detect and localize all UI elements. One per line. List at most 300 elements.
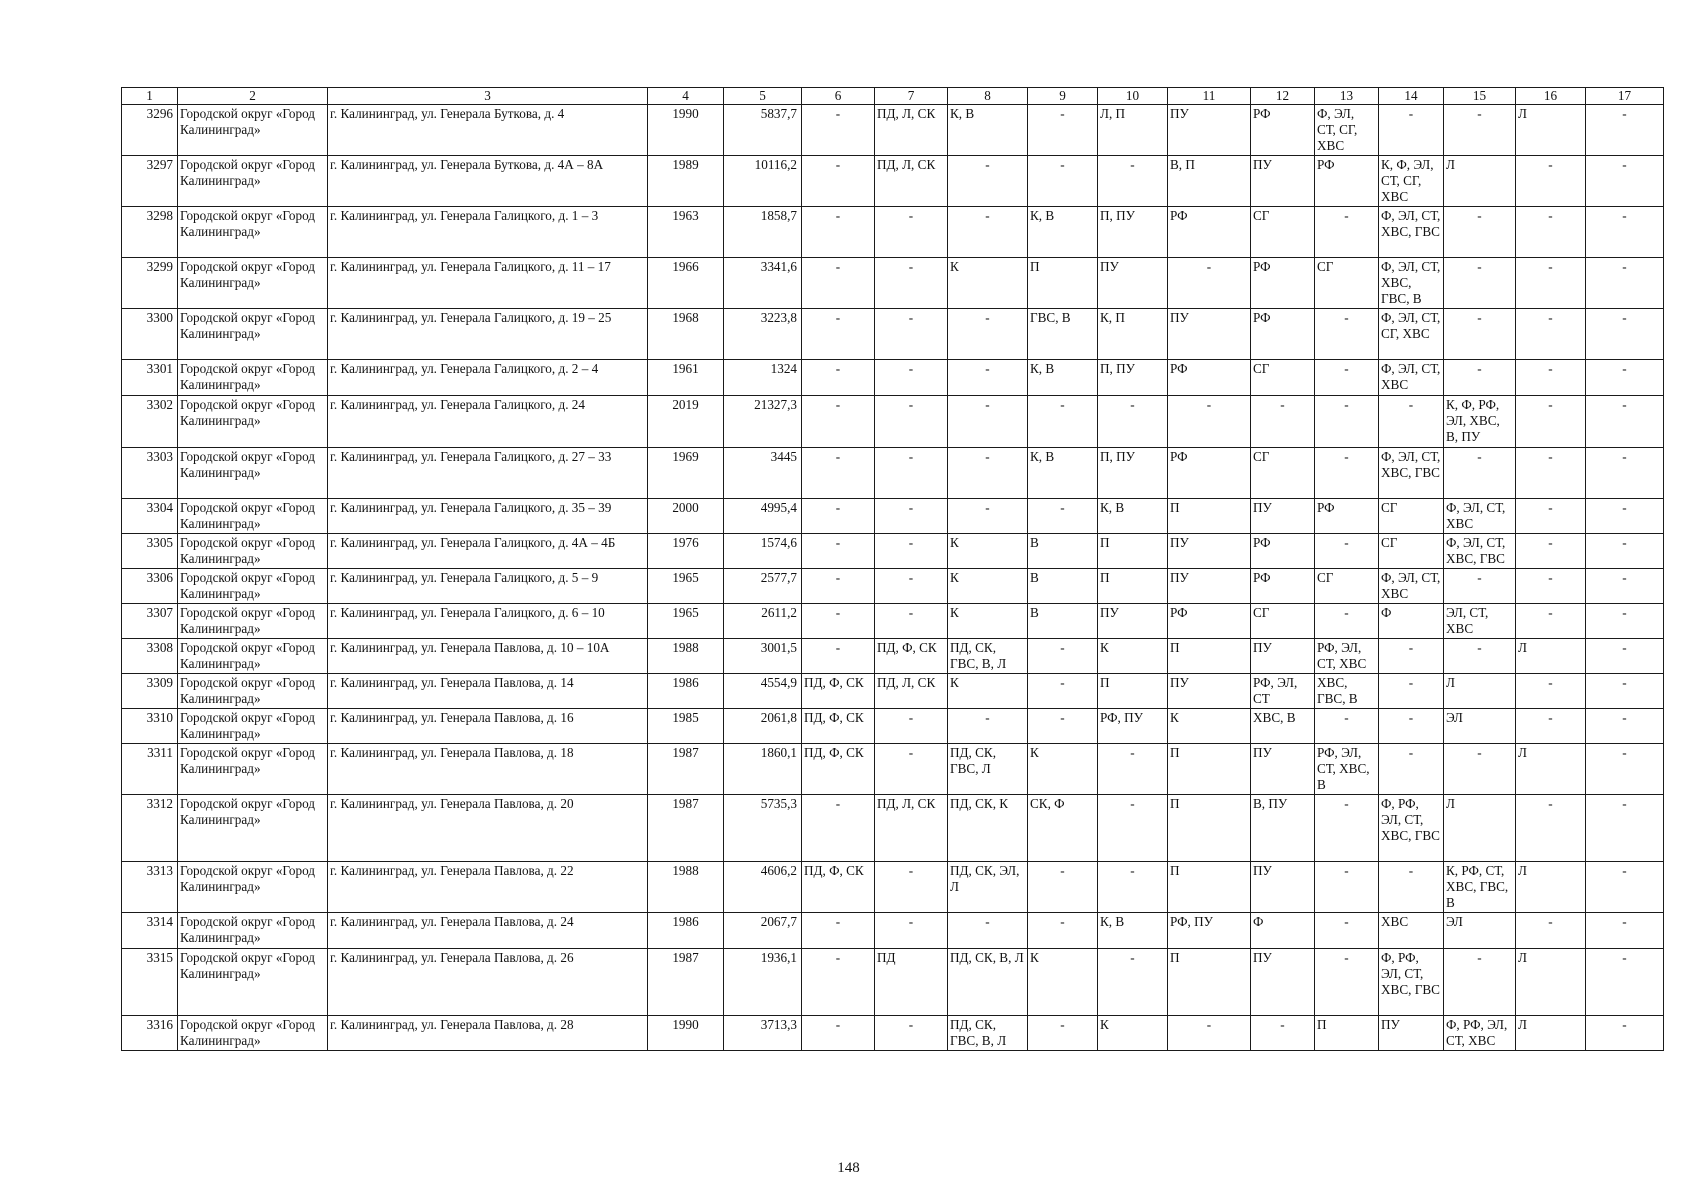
col-7-cell: - — [875, 709, 948, 744]
col-9-cell: - — [1028, 709, 1098, 744]
col-8-cell: - — [948, 913, 1028, 949]
col-6-cell: - — [802, 499, 875, 534]
col-16-cell: Л — [1516, 105, 1586, 156]
col-9-cell: К, В — [1028, 207, 1098, 258]
col-9-cell: К — [1028, 949, 1098, 1016]
col-17-cell: - — [1586, 709, 1664, 744]
col-12-cell: ПУ — [1251, 862, 1315, 913]
address-cell: г. Калининград, ул. Генерала Галицкого, д. 11 – 17 — [328, 258, 648, 309]
year-cell: 1987 — [648, 744, 724, 795]
address-cell: г. Калининград, ул. Генерала Павлова, д. 10 – 10А — [328, 639, 648, 674]
col-14-cell: - — [1379, 396, 1444, 448]
col-8-cell: ПД, СК, ЭЛ, Л — [948, 862, 1028, 913]
col-15-cell: ЭЛ — [1444, 913, 1516, 949]
address-cell: г. Калининград, ул. Генерала Павлова, д. 28 — [328, 1016, 648, 1051]
column-number-7: 7 — [875, 88, 948, 105]
address-cell: г. Калининград, ул. Генерала Галицкого, д. 27 – 33 — [328, 448, 648, 499]
municipality-cell: Городской округ «Город Калининград» — [178, 360, 328, 396]
col-16-cell: - — [1516, 604, 1586, 639]
col-12-cell: РФ — [1251, 105, 1315, 156]
table-row — [122, 862, 1664, 913]
col-7-cell: ПД, Л, СК — [875, 105, 948, 156]
col-10-cell: РФ, ПУ — [1098, 709, 1168, 744]
col-7-cell: - — [875, 569, 948, 604]
col-8-cell: ПД, СК, К — [948, 795, 1028, 862]
col-12-cell: ПУ — [1251, 639, 1315, 674]
col-17-cell: - — [1586, 448, 1664, 499]
col-9-cell: - — [1028, 499, 1098, 534]
year-cell: 1966 — [648, 258, 724, 309]
col-13-cell: РФ — [1315, 499, 1379, 534]
area-cell: 1858,7 — [724, 207, 802, 258]
col-7-cell: - — [875, 534, 948, 569]
col-14-cell: СГ — [1379, 499, 1444, 534]
col-9-cell: СК, Ф — [1028, 795, 1098, 862]
col-7-cell: - — [875, 258, 948, 309]
col-16-cell: - — [1516, 913, 1586, 949]
col-13-cell: - — [1315, 862, 1379, 913]
col-11-cell: П — [1168, 744, 1251, 795]
column-number-11: 11 — [1168, 88, 1251, 105]
col-6-cell: - — [802, 604, 875, 639]
col-17-cell: - — [1586, 396, 1664, 448]
address-cell: г. Калининград, ул. Генерала Галицкого, д. 5 – 9 — [328, 569, 648, 604]
year-cell: 1988 — [648, 639, 724, 674]
year-cell: 1965 — [648, 604, 724, 639]
year-cell: 1976 — [648, 534, 724, 569]
address-cell: г. Калининград, ул. Генерала Павлова, д. 24 — [328, 913, 648, 949]
col-6-cell: - — [802, 448, 875, 499]
col-11-cell: К — [1168, 709, 1251, 744]
municipality-cell: Городской округ «Город Калининград» — [178, 258, 328, 309]
area-cell: 2061,8 — [724, 709, 802, 744]
col-13-cell: - — [1315, 207, 1379, 258]
col-13-cell: СГ — [1315, 258, 1379, 309]
col-12-cell: РФ — [1251, 569, 1315, 604]
col-9-cell: - — [1028, 639, 1098, 674]
col-11-cell: П — [1168, 949, 1251, 1016]
address-cell: г. Калининград, ул. Генерала Павлова, д. 14 — [328, 674, 648, 709]
col-6-cell: - — [802, 360, 875, 396]
col-10-cell: К — [1098, 1016, 1168, 1051]
table-row — [122, 360, 1664, 396]
col-12-cell: СГ — [1251, 360, 1315, 396]
col-12-cell: СГ — [1251, 207, 1315, 258]
column-number-10: 10 — [1098, 88, 1168, 105]
row-number-cell: 3311 — [122, 744, 178, 795]
col-17-cell: - — [1586, 156, 1664, 207]
col-14-cell: Ф, РФ, ЭЛ, СТ, ХВС, ГВС — [1379, 949, 1444, 1016]
col-6-cell: - — [802, 207, 875, 258]
address-cell: г. Калининград, ул. Генерала Галицкого, д. 35 – 39 — [328, 499, 648, 534]
area-cell: 4606,2 — [724, 862, 802, 913]
col-13-cell: - — [1315, 949, 1379, 1016]
col-14-cell: Ф — [1379, 604, 1444, 639]
col-11-cell: РФ — [1168, 360, 1251, 396]
col-8-cell: - — [948, 396, 1028, 448]
col-16-cell: Л — [1516, 744, 1586, 795]
col-12-cell: - — [1251, 1016, 1315, 1051]
col-10-cell: ПУ — [1098, 258, 1168, 309]
col-13-cell: СГ — [1315, 569, 1379, 604]
year-cell: 1965 — [648, 569, 724, 604]
year-cell: 1963 — [648, 207, 724, 258]
table-row — [122, 105, 1664, 156]
col-9-cell: К — [1028, 744, 1098, 795]
col-7-cell: ПД — [875, 949, 948, 1016]
col-17-cell: - — [1586, 744, 1664, 795]
row-number-cell: 3308 — [122, 639, 178, 674]
table-row — [122, 534, 1664, 569]
table-row — [122, 639, 1664, 674]
year-cell: 1969 — [648, 448, 724, 499]
col-8-cell: - — [948, 709, 1028, 744]
column-number-row — [122, 88, 1664, 105]
col-15-cell: К, РФ, СТ, ХВС, ГВС, В — [1444, 862, 1516, 913]
column-number-8: 8 — [948, 88, 1028, 105]
col-12-cell: ПУ — [1251, 744, 1315, 795]
column-number-9: 9 — [1028, 88, 1098, 105]
col-17-cell: - — [1586, 913, 1664, 949]
col-15-cell: - — [1444, 448, 1516, 499]
col-15-cell: Ф, ЭЛ, СТ, ХВС — [1444, 499, 1516, 534]
col-10-cell: - — [1098, 795, 1168, 862]
year-cell: 1989 — [648, 156, 724, 207]
col-6-cell: - — [802, 309, 875, 360]
column-number-17: 17 — [1586, 88, 1664, 105]
col-16-cell: Л — [1516, 1016, 1586, 1051]
col-6-cell: ПД, Ф, СК — [802, 709, 875, 744]
col-10-cell: ПУ — [1098, 604, 1168, 639]
col-10-cell: П — [1098, 674, 1168, 709]
col-14-cell: ХВС — [1379, 913, 1444, 949]
col-16-cell: Л — [1516, 949, 1586, 1016]
address-cell: г. Калининград, ул. Генерала Галицкого, д. 6 – 10 — [328, 604, 648, 639]
col-15-cell: ЭЛ, СТ, ХВС — [1444, 604, 1516, 639]
col-7-cell: - — [875, 604, 948, 639]
col-7-cell: - — [875, 396, 948, 448]
col-17-cell: - — [1586, 862, 1664, 913]
col-15-cell: - — [1444, 105, 1516, 156]
area-cell: 3001,5 — [724, 639, 802, 674]
municipality-cell: Городской округ «Город Калининград» — [178, 639, 328, 674]
area-cell: 1860,1 — [724, 744, 802, 795]
col-10-cell: К, В — [1098, 913, 1168, 949]
col-6-cell: - — [802, 534, 875, 569]
row-number-cell: 3303 — [122, 448, 178, 499]
col-10-cell: К, В — [1098, 499, 1168, 534]
year-cell: 2019 — [648, 396, 724, 448]
table-row — [122, 396, 1664, 448]
column-number-12: 12 — [1251, 88, 1315, 105]
row-number-cell: 3304 — [122, 499, 178, 534]
col-10-cell: К, П — [1098, 309, 1168, 360]
col-8-cell: К — [948, 534, 1028, 569]
col-17-cell: - — [1586, 534, 1664, 569]
col-12-cell: ХВС, В — [1251, 709, 1315, 744]
area-cell: 5837,7 — [724, 105, 802, 156]
col-10-cell: - — [1098, 949, 1168, 1016]
col-15-cell: - — [1444, 207, 1516, 258]
col-11-cell: В, П — [1168, 156, 1251, 207]
col-17-cell: - — [1586, 795, 1664, 862]
area-cell: 1574,6 — [724, 534, 802, 569]
col-11-cell: ПУ — [1168, 309, 1251, 360]
table-row — [122, 674, 1664, 709]
col-11-cell: П — [1168, 499, 1251, 534]
col-6-cell: - — [802, 1016, 875, 1051]
col-8-cell: К — [948, 674, 1028, 709]
col-7-cell: - — [875, 309, 948, 360]
table-row — [122, 207, 1664, 258]
column-number-6: 6 — [802, 88, 875, 105]
col-6-cell: - — [802, 156, 875, 207]
col-6-cell: - — [802, 258, 875, 309]
year-cell: 1988 — [648, 862, 724, 913]
col-8-cell: - — [948, 448, 1028, 499]
col-10-cell: П — [1098, 569, 1168, 604]
area-cell: 4554,9 — [724, 674, 802, 709]
col-10-cell: П, ПУ — [1098, 207, 1168, 258]
col-11-cell: РФ, ПУ — [1168, 913, 1251, 949]
row-number-cell: 3298 — [122, 207, 178, 258]
col-11-cell: П — [1168, 795, 1251, 862]
col-8-cell: К, В — [948, 105, 1028, 156]
row-number-cell: 3297 — [122, 156, 178, 207]
col-8-cell: ПД, СК, В, Л — [948, 949, 1028, 1016]
col-11-cell: РФ — [1168, 448, 1251, 499]
col-16-cell: Л — [1516, 862, 1586, 913]
col-16-cell: - — [1516, 674, 1586, 709]
col-13-cell: ХВС, ГВС, В — [1315, 674, 1379, 709]
col-9-cell: - — [1028, 396, 1098, 448]
address-cell: г. Калининград, ул. Генерала Галицкого, д. 1 – 3 — [328, 207, 648, 258]
area-cell: 3341,6 — [724, 258, 802, 309]
year-cell: 1990 — [648, 105, 724, 156]
col-9-cell: В — [1028, 569, 1098, 604]
col-17-cell: - — [1586, 309, 1664, 360]
table-row — [122, 949, 1664, 1016]
municipality-cell: Городской округ «Город Калининград» — [178, 448, 328, 499]
col-6-cell: - — [802, 949, 875, 1016]
col-15-cell: - — [1444, 258, 1516, 309]
municipality-cell: Городской округ «Город Калининград» — [178, 569, 328, 604]
col-10-cell: - — [1098, 862, 1168, 913]
col-16-cell: - — [1516, 207, 1586, 258]
col-6-cell: - — [802, 105, 875, 156]
col-6-cell: - — [802, 795, 875, 862]
col-17-cell: - — [1586, 569, 1664, 604]
col-6-cell: ПД, Ф, СК — [802, 674, 875, 709]
col-11-cell: ПУ — [1168, 105, 1251, 156]
col-8-cell: - — [948, 207, 1028, 258]
col-14-cell: Ф, ЭЛ, СТ, СГ, ХВС — [1379, 309, 1444, 360]
col-9-cell: К, В — [1028, 448, 1098, 499]
table-row — [122, 709, 1664, 744]
area-cell: 1324 — [724, 360, 802, 396]
col-7-cell: ПД, Л, СК — [875, 674, 948, 709]
row-number-cell: 3299 — [122, 258, 178, 309]
row-number-cell: 3315 — [122, 949, 178, 1016]
area-cell: 4995,4 — [724, 499, 802, 534]
col-15-cell: Л — [1444, 674, 1516, 709]
col-8-cell: - — [948, 309, 1028, 360]
col-10-cell: П, ПУ — [1098, 448, 1168, 499]
col-7-cell: - — [875, 744, 948, 795]
column-number-3: 3 — [328, 88, 648, 105]
row-number-cell: 3301 — [122, 360, 178, 396]
col-15-cell: К, Ф, РФ, ЭЛ, ХВС, В, ПУ — [1444, 396, 1516, 448]
area-cell: 3445 — [724, 448, 802, 499]
col-10-cell: К — [1098, 639, 1168, 674]
area-cell: 2611,2 — [724, 604, 802, 639]
address-cell: г. Калининград, ул. Генерала Галицкого, д. 2 – 4 — [328, 360, 648, 396]
column-number-13: 13 — [1315, 88, 1379, 105]
col-13-cell: - — [1315, 795, 1379, 862]
municipality-cell: Городской округ «Город Калининград» — [178, 604, 328, 639]
table-row — [122, 448, 1664, 499]
col-8-cell: - — [948, 499, 1028, 534]
col-16-cell: - — [1516, 156, 1586, 207]
col-8-cell: - — [948, 360, 1028, 396]
address-cell: г. Калининград, ул. Генерала Галицкого, д. 19 – 25 — [328, 309, 648, 360]
col-15-cell: - — [1444, 949, 1516, 1016]
address-cell: г. Калининград, ул. Генерала Павлова, д. 22 — [328, 862, 648, 913]
col-10-cell: Л, П — [1098, 105, 1168, 156]
col-13-cell: - — [1315, 396, 1379, 448]
col-14-cell: Ф, ЭЛ, СТ, ХВС, ГВС — [1379, 207, 1444, 258]
col-16-cell: - — [1516, 795, 1586, 862]
col-7-cell: - — [875, 360, 948, 396]
col-15-cell: - — [1444, 309, 1516, 360]
col-6-cell: - — [802, 569, 875, 604]
row-number-cell: 3310 — [122, 709, 178, 744]
col-16-cell: - — [1516, 709, 1586, 744]
col-11-cell: РФ — [1168, 207, 1251, 258]
address-cell: г. Калининград, ул. Генерала Павлова, д. 18 — [328, 744, 648, 795]
col-11-cell: РФ — [1168, 604, 1251, 639]
col-12-cell: СГ — [1251, 604, 1315, 639]
col-10-cell: - — [1098, 396, 1168, 448]
col-14-cell: - — [1379, 105, 1444, 156]
col-14-cell: Ф, РФ, ЭЛ, СТ, ХВС, ГВС — [1379, 795, 1444, 862]
col-6-cell: - — [802, 913, 875, 949]
col-12-cell: СГ — [1251, 448, 1315, 499]
row-number-cell: 3314 — [122, 913, 178, 949]
municipality-cell: Городской округ «Город Калининград» — [178, 1016, 328, 1051]
col-17-cell: - — [1586, 1016, 1664, 1051]
col-13-cell: - — [1315, 534, 1379, 569]
municipality-cell: Городской округ «Город Калининград» — [178, 156, 328, 207]
col-11-cell: П — [1168, 862, 1251, 913]
area-cell: 1936,1 — [724, 949, 802, 1016]
col-13-cell: РФ — [1315, 156, 1379, 207]
col-16-cell: - — [1516, 396, 1586, 448]
col-15-cell: - — [1444, 744, 1516, 795]
col-12-cell: РФ — [1251, 309, 1315, 360]
col-14-cell: СГ — [1379, 534, 1444, 569]
col-7-cell: - — [875, 862, 948, 913]
page-number: 148 — [837, 1160, 860, 1176]
col-16-cell: - — [1516, 360, 1586, 396]
col-16-cell: - — [1516, 499, 1586, 534]
col-9-cell: В — [1028, 604, 1098, 639]
area-cell: 2577,7 — [724, 569, 802, 604]
col-6-cell: ПД, Ф, СК — [802, 862, 875, 913]
col-7-cell: - — [875, 448, 948, 499]
municipality-cell: Городской округ «Город Калининград» — [178, 949, 328, 1016]
col-16-cell: - — [1516, 258, 1586, 309]
row-number-cell: 3302 — [122, 396, 178, 448]
col-14-cell: Ф, ЭЛ, СТ, ХВС — [1379, 360, 1444, 396]
municipality-cell: Городской округ «Город Калининград» — [178, 207, 328, 258]
col-13-cell: Ф, ЭЛ, СТ, СГ, ХВС — [1315, 105, 1379, 156]
col-17-cell: - — [1586, 105, 1664, 156]
col-14-cell: Ф, ЭЛ, СТ, ХВС — [1379, 569, 1444, 604]
column-number-4: 4 — [648, 88, 724, 105]
col-9-cell: - — [1028, 156, 1098, 207]
col-17-cell: - — [1586, 499, 1664, 534]
address-cell: г. Калининград, ул. Генерала Павлова, д. 26 — [328, 949, 648, 1016]
col-17-cell: - — [1586, 604, 1664, 639]
row-number-cell: 3313 — [122, 862, 178, 913]
column-number-5: 5 — [724, 88, 802, 105]
col-12-cell: ПУ — [1251, 156, 1315, 207]
col-8-cell: ПД, СК, ГВС, Л — [948, 744, 1028, 795]
address-cell: г. Калининград, ул. Генерала Галицкого, д. 4А – 4Б — [328, 534, 648, 569]
table-row — [122, 309, 1664, 360]
col-13-cell: РФ, ЭЛ, СТ, ХВС, В — [1315, 744, 1379, 795]
table-row — [122, 499, 1664, 534]
row-number-cell: 3296 — [122, 105, 178, 156]
table-row — [122, 604, 1664, 639]
col-6-cell: - — [802, 639, 875, 674]
col-8-cell: - — [948, 156, 1028, 207]
col-13-cell: - — [1315, 709, 1379, 744]
table-row — [122, 569, 1664, 604]
col-7-cell: ПД, Л, СК — [875, 156, 948, 207]
address-cell: г. Калининград, ул. Генерала Буткова, д. 4А – 8А — [328, 156, 648, 207]
col-7-cell: ПД, Л, СК — [875, 795, 948, 862]
row-number-cell: 3306 — [122, 569, 178, 604]
col-11-cell: - — [1168, 1016, 1251, 1051]
table-row — [122, 156, 1664, 207]
col-14-cell: - — [1379, 744, 1444, 795]
col-9-cell: П — [1028, 258, 1098, 309]
year-cell: 1990 — [648, 1016, 724, 1051]
col-17-cell: - — [1586, 258, 1664, 309]
municipality-cell: Городской округ «Город Калининград» — [178, 913, 328, 949]
municipality-cell: Городской округ «Город Калининград» — [178, 105, 328, 156]
col-15-cell: - — [1444, 639, 1516, 674]
col-8-cell: ПД, СК, ГВС, В, Л — [948, 1016, 1028, 1051]
col-15-cell: Ф, ЭЛ, СТ, ХВС, ГВС — [1444, 534, 1516, 569]
col-7-cell: - — [875, 499, 948, 534]
col-9-cell: - — [1028, 674, 1098, 709]
area-cell: 21327,3 — [724, 396, 802, 448]
registry-table — [121, 87, 1664, 1051]
area-cell: 3713,3 — [724, 1016, 802, 1051]
area-cell: 3223,8 — [724, 309, 802, 360]
col-13-cell: РФ, ЭЛ, СТ, ХВС — [1315, 639, 1379, 674]
col-17-cell: - — [1586, 360, 1664, 396]
col-15-cell: ЭЛ — [1444, 709, 1516, 744]
col-8-cell: ПД, СК, ГВС, В, Л — [948, 639, 1028, 674]
municipality-cell: Городской округ «Город Калининград» — [178, 862, 328, 913]
col-12-cell: В, ПУ — [1251, 795, 1315, 862]
col-12-cell: РФ — [1251, 534, 1315, 569]
col-9-cell: В — [1028, 534, 1098, 569]
